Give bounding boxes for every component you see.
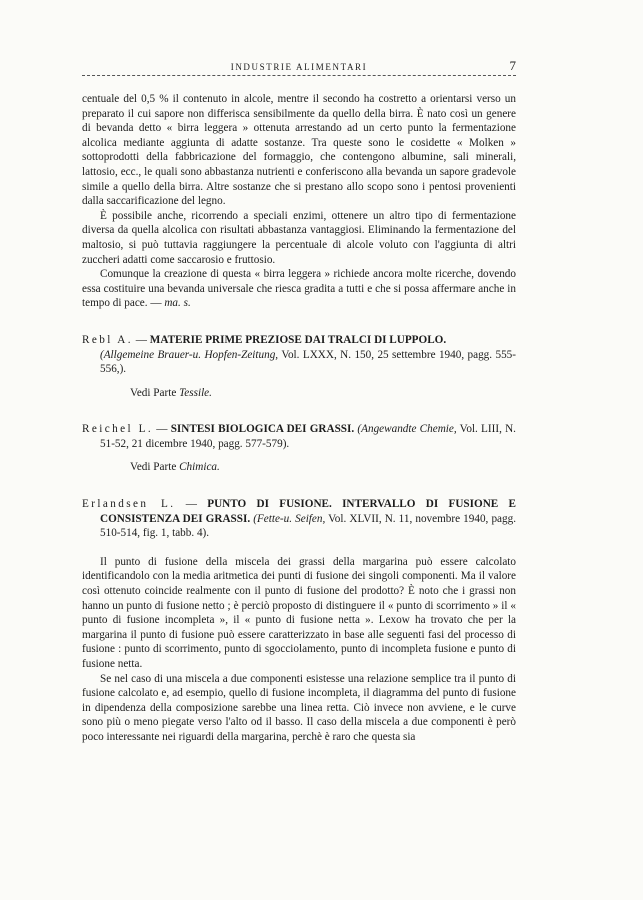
- running-title: INDUSTRIE ALIMENTARI: [230, 62, 368, 72]
- entry-erlandsen: [82, 497, 516, 541]
- entry-author: Erlandsen L.: [82, 498, 176, 511]
- paragraph-enzymes: È possibile anche, ricorrendo a speciali enzimi, ottenere un altro tipo di fermentazione diversa da quella alcolica con risultati abbastanza vantaggiosi. Eliminando la fermentazione del maltosio, si può tuttavia raggiungere la percentuale di alcole voluto con l'aggiunta di altri zuccheri adatti come saccarosio e fruttosio.: [82, 209, 516, 266]
- see-also-label: Vedi Parte: [130, 461, 180, 474]
- entry-journal: (Angewandte Chemie,: [354, 423, 457, 436]
- see-also-label: Vedi Parte: [130, 386, 180, 399]
- see-also-part: Chimica.: [179, 461, 220, 474]
- page-header: [82, 56, 516, 78]
- entry-dash: —: [133, 333, 150, 346]
- see-also-reichel: [82, 460, 516, 475]
- see-also-rebl: [82, 386, 516, 401]
- entry-dash: —: [153, 423, 171, 436]
- entry-rebl: [82, 333, 516, 377]
- entry-details: Vol. XLVII, N. 11, novembre 1940, pagg. 510-514, fig. 1, tabb. 4).: [100, 512, 516, 540]
- header-rule: [82, 75, 516, 76]
- paragraph-melting-point: Il punto di fusione della miscela dei grassi della margarina può essere calcolato identificandolo con la media aritmetica dei punti di fusione dei singoli componenti. Ma il valore così ottenuto coincide realmente con il punto di fusione del prodotto? È noto che i grassi non hanno un punto di fusione netto ; è perciò proposto di distinguere il « punto di scorrimento » il « punto di fusione incompleta », il « punto di fusione netta ». Lexow ha trovato che per la margarina il punto di fusione può essere caratterizzato in base alle seguenti fasi del processo di fusione : punto di scorrimento, punto di sgocciolamento, punto di incompleta fusione e punto di fusione netta.: [82, 555, 516, 670]
- paragraph-continuation: centuale del 0,5 % il contenuto in alcole, mentre il secondo ha costretto a orientarsi verso un preparato il cui sapore non differisca sensibilmente da quello della birra. È nato così un genere di bevanda detto « birra leggera » ottenuta arrestando ad un certo punto la fermentazione alcolica mediante aggiunta di adatte sostanze. Tra queste sono le cosidette « Molken » sottoprodotti della fabbricazione del formaggio, che contengono albumine, sali minerali, lattosio, ecc., le quali sono abbastanza nutrienti e conferiscono alla bevanda un sapore gradevole simile a quello della birra. Altre sostanze che si prestano allo scopo sono i pentosi provenienti dalla saccarificazione del legno.: [82, 93, 516, 208]
- signature: ma. s.: [164, 297, 191, 310]
- paragraph-conclusion: [82, 267, 516, 311]
- entry-dash: —: [175, 498, 208, 511]
- entry-details: Vol. LXXX, N. 150, 25 settembre 1940, pagg. 555-556,).: [100, 348, 516, 376]
- body-text: [82, 92, 516, 745]
- entry-title: PUNTO DI FUSIONE. INTERVALLO DI FUSIONE E CONSISTENZA DEI GRASSI.: [100, 498, 516, 525]
- entry-journal: (Fette-u. Seifen,: [250, 512, 326, 525]
- entry-author: Rebl A.: [82, 333, 133, 346]
- paragraph-two-components: Se nel caso di una miscela a due componenti esistesse una relazione semplice tra il punto di fusione calcolato e, ad esempio, quello di fusione incompleta, il diagramma del punto di fusione in dipendenza della composizione sarebbe una linea retta. Ciò invece non avviene, e le curve sono più o meno piegate verso l'alto od il basso. Il caso della miscela a due componenti è però poco interessante nei riguardi della margarina, perchè è raro che questa sia: [82, 672, 516, 743]
- page-number: 7: [509, 58, 516, 73]
- entry-title: SINTESI BIOLOGICA DEI GRASSI.: [170, 423, 355, 436]
- conclusion-text: Comunque la creazione di questa « birra leggera » richiede ancora molte ricerche, dovendo essa costituire una bevanda universale che riesca gradita a tutti e che si possa affermare anche in tempo di pace. —: [82, 268, 516, 310]
- entry-reichel: [82, 422, 516, 451]
- entry-title: MATERIE PRIME PREZIOSE DAI TRALCI DI LUPPOLO.: [149, 333, 447, 346]
- entry-journal: (Allgemeine Brauer-u. Hopfen-Zeitung,: [100, 348, 279, 361]
- entry-details: Vol. LIII, N. 51-52, 21 dicembre 1940, pagg. 577-579).: [100, 423, 516, 450]
- see-also-part: Tessile.: [179, 386, 212, 399]
- entry-author: Reichel L.: [82, 423, 154, 436]
